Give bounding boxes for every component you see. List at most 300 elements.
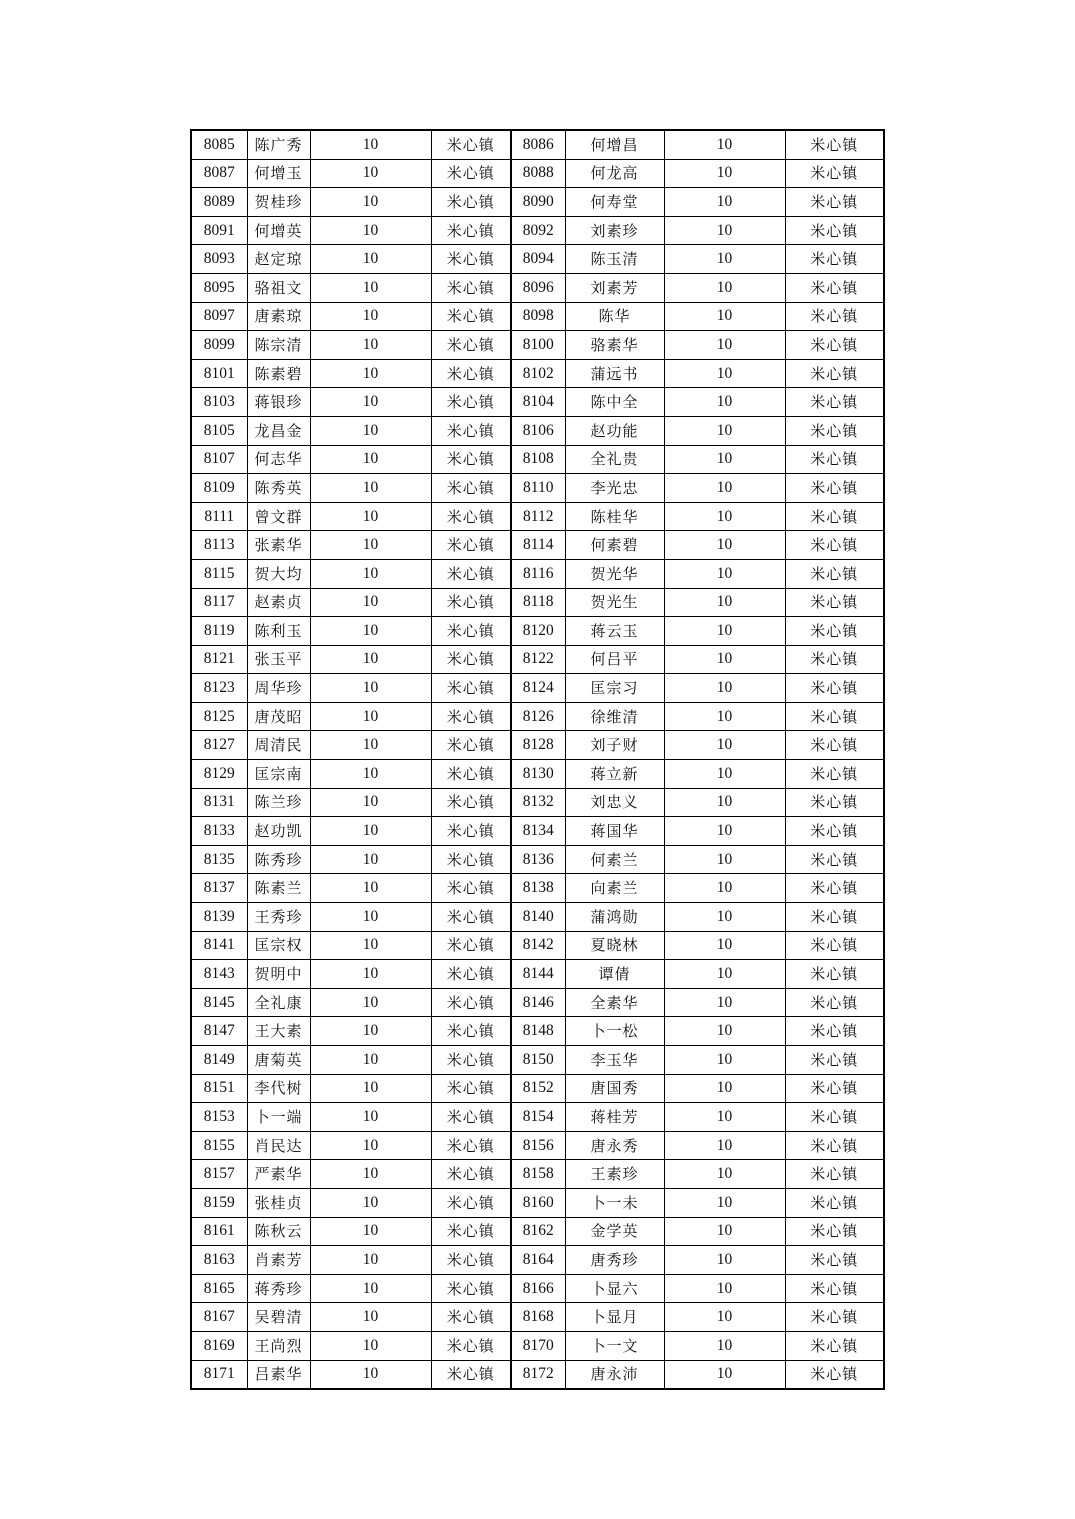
right-amount-cell: 10 bbox=[664, 359, 785, 388]
table-row bbox=[191, 588, 884, 617]
left-record-number-cell: 8125 bbox=[191, 702, 247, 731]
table-row bbox=[191, 702, 884, 731]
left-person-name-cell: 唐素琼 bbox=[247, 302, 310, 331]
left-town-name-cell: 米心镇 bbox=[431, 788, 511, 817]
right-record-number-cell: 8148 bbox=[511, 1017, 565, 1046]
left-town-name-cell: 米心镇 bbox=[431, 874, 511, 903]
right-town-name-cell: 米心镇 bbox=[785, 331, 884, 360]
right-person-name-cell: 何寿堂 bbox=[565, 188, 664, 217]
left-person-name-cell: 曾文群 bbox=[247, 502, 310, 531]
left-record-number-cell: 8123 bbox=[191, 674, 247, 703]
left-amount-cell: 10 bbox=[310, 1017, 431, 1046]
left-amount-cell: 10 bbox=[310, 988, 431, 1017]
table-row bbox=[191, 1331, 884, 1360]
table-row bbox=[191, 245, 884, 274]
table-row bbox=[191, 302, 884, 331]
right-amount-cell: 10 bbox=[664, 1331, 785, 1360]
right-amount-cell: 10 bbox=[664, 1160, 785, 1189]
right-town-name-cell: 米心镇 bbox=[785, 416, 884, 445]
right-amount-cell: 10 bbox=[664, 903, 785, 932]
right-person-name-cell: 刘忠义 bbox=[565, 788, 664, 817]
table-row bbox=[191, 559, 884, 588]
left-person-name-cell: 卜一端 bbox=[247, 1103, 310, 1132]
right-town-name-cell: 米心镇 bbox=[785, 273, 884, 302]
table-row bbox=[191, 1103, 884, 1132]
left-amount-cell: 10 bbox=[310, 1303, 431, 1332]
left-person-name-cell: 张素华 bbox=[247, 531, 310, 560]
right-person-name-cell: 蒲鸿勋 bbox=[565, 903, 664, 932]
right-person-name-cell: 陈玉清 bbox=[565, 245, 664, 274]
left-person-name-cell: 赵功凯 bbox=[247, 817, 310, 846]
left-town-name-cell: 米心镇 bbox=[431, 1017, 511, 1046]
left-record-number-cell: 8119 bbox=[191, 617, 247, 646]
left-amount-cell: 10 bbox=[310, 1046, 431, 1075]
right-person-name-cell: 骆素华 bbox=[565, 331, 664, 360]
left-record-number-cell: 8171 bbox=[191, 1360, 247, 1389]
right-town-name-cell: 米心镇 bbox=[785, 245, 884, 274]
left-person-name-cell: 陈兰珍 bbox=[247, 788, 310, 817]
right-town-name-cell: 米心镇 bbox=[785, 1274, 884, 1303]
right-town-name-cell: 米心镇 bbox=[785, 1017, 884, 1046]
right-person-name-cell: 刘素珍 bbox=[565, 216, 664, 245]
left-record-number-cell: 8103 bbox=[191, 388, 247, 417]
right-amount-cell: 10 bbox=[664, 1103, 785, 1132]
right-town-name-cell: 米心镇 bbox=[785, 1131, 884, 1160]
right-town-name-cell: 米心镇 bbox=[785, 445, 884, 474]
left-record-number-cell: 8117 bbox=[191, 588, 247, 617]
left-record-number-cell: 8161 bbox=[191, 1217, 247, 1246]
left-town-name-cell: 米心镇 bbox=[431, 130, 511, 159]
left-record-number-cell: 8151 bbox=[191, 1074, 247, 1103]
table-row bbox=[191, 845, 884, 874]
left-person-name-cell: 贺明中 bbox=[247, 960, 310, 989]
table-row bbox=[191, 1246, 884, 1275]
right-record-number-cell: 8150 bbox=[511, 1046, 565, 1075]
right-town-name-cell: 米心镇 bbox=[785, 788, 884, 817]
right-person-name-cell: 卜一文 bbox=[565, 1331, 664, 1360]
left-record-number-cell: 8145 bbox=[191, 988, 247, 1017]
right-town-name-cell: 米心镇 bbox=[785, 1074, 884, 1103]
right-town-name-cell: 米心镇 bbox=[785, 1246, 884, 1275]
left-record-number-cell: 8087 bbox=[191, 159, 247, 188]
left-town-name-cell: 米心镇 bbox=[431, 931, 511, 960]
left-town-name-cell: 米心镇 bbox=[431, 502, 511, 531]
right-record-number-cell: 8140 bbox=[511, 903, 565, 932]
right-amount-cell: 10 bbox=[664, 531, 785, 560]
table-row bbox=[191, 1074, 884, 1103]
right-amount-cell: 10 bbox=[664, 273, 785, 302]
right-person-name-cell: 唐永秀 bbox=[565, 1131, 664, 1160]
table-row bbox=[191, 531, 884, 560]
left-amount-cell: 10 bbox=[310, 273, 431, 302]
left-town-name-cell: 米心镇 bbox=[431, 845, 511, 874]
left-person-name-cell: 张桂贞 bbox=[247, 1188, 310, 1217]
left-person-name-cell: 赵定琼 bbox=[247, 245, 310, 274]
table-row bbox=[191, 1046, 884, 1075]
table-row bbox=[191, 817, 884, 846]
right-town-name-cell: 米心镇 bbox=[785, 674, 884, 703]
left-town-name-cell: 米心镇 bbox=[431, 702, 511, 731]
left-town-name-cell: 米心镇 bbox=[431, 1046, 511, 1075]
right-town-name-cell: 米心镇 bbox=[785, 159, 884, 188]
left-person-name-cell: 赵素贞 bbox=[247, 588, 310, 617]
right-record-number-cell: 8168 bbox=[511, 1303, 565, 1332]
right-amount-cell: 10 bbox=[664, 874, 785, 903]
right-record-number-cell: 8098 bbox=[511, 302, 565, 331]
left-record-number-cell: 8141 bbox=[191, 931, 247, 960]
left-person-name-cell: 何增玉 bbox=[247, 159, 310, 188]
left-amount-cell: 10 bbox=[310, 1188, 431, 1217]
right-amount-cell: 10 bbox=[664, 845, 785, 874]
left-person-name-cell: 肖素芳 bbox=[247, 1246, 310, 1275]
right-amount-cell: 10 bbox=[664, 216, 785, 245]
left-person-name-cell: 张玉平 bbox=[247, 645, 310, 674]
right-record-number-cell: 8156 bbox=[511, 1131, 565, 1160]
right-person-name-cell: 陈桂华 bbox=[565, 502, 664, 531]
left-record-number-cell: 8127 bbox=[191, 731, 247, 760]
left-town-name-cell: 米心镇 bbox=[431, 760, 511, 789]
left-person-name-cell: 李代树 bbox=[247, 1074, 310, 1103]
table-row bbox=[191, 1188, 884, 1217]
left-town-name-cell: 米心镇 bbox=[431, 388, 511, 417]
right-person-name-cell: 徐维清 bbox=[565, 702, 664, 731]
left-amount-cell: 10 bbox=[310, 302, 431, 331]
left-record-number-cell: 8163 bbox=[191, 1246, 247, 1275]
left-record-number-cell: 8099 bbox=[191, 331, 247, 360]
right-amount-cell: 10 bbox=[664, 617, 785, 646]
left-amount-cell: 10 bbox=[310, 445, 431, 474]
right-record-number-cell: 8128 bbox=[511, 731, 565, 760]
left-town-name-cell: 米心镇 bbox=[431, 445, 511, 474]
right-amount-cell: 10 bbox=[664, 645, 785, 674]
left-record-number-cell: 8089 bbox=[191, 188, 247, 217]
left-town-name-cell: 米心镇 bbox=[431, 617, 511, 646]
left-town-name-cell: 米心镇 bbox=[431, 1103, 511, 1132]
left-amount-cell: 10 bbox=[310, 1360, 431, 1389]
left-amount-cell: 10 bbox=[310, 760, 431, 789]
left-town-name-cell: 米心镇 bbox=[431, 245, 511, 274]
left-town-name-cell: 米心镇 bbox=[431, 1303, 511, 1332]
left-amount-cell: 10 bbox=[310, 331, 431, 360]
right-town-name-cell: 米心镇 bbox=[785, 988, 884, 1017]
table-row bbox=[191, 130, 884, 159]
table-row bbox=[191, 359, 884, 388]
table-row bbox=[191, 1160, 884, 1189]
left-town-name-cell: 米心镇 bbox=[431, 159, 511, 188]
right-record-number-cell: 8104 bbox=[511, 388, 565, 417]
left-record-number-cell: 8165 bbox=[191, 1274, 247, 1303]
right-town-name-cell: 米心镇 bbox=[785, 474, 884, 503]
left-person-name-cell: 唐茂昭 bbox=[247, 702, 310, 731]
right-amount-cell: 10 bbox=[664, 1274, 785, 1303]
right-person-name-cell: 唐永沛 bbox=[565, 1360, 664, 1389]
left-amount-cell: 10 bbox=[310, 788, 431, 817]
table-row bbox=[191, 216, 884, 245]
table-row bbox=[191, 788, 884, 817]
left-person-name-cell: 陈宗清 bbox=[247, 331, 310, 360]
right-person-name-cell: 蒲远书 bbox=[565, 359, 664, 388]
table-row bbox=[191, 1217, 884, 1246]
right-person-name-cell: 卜显六 bbox=[565, 1274, 664, 1303]
left-amount-cell: 10 bbox=[310, 674, 431, 703]
right-record-number-cell: 8108 bbox=[511, 445, 565, 474]
left-person-name-cell: 严素华 bbox=[247, 1160, 310, 1189]
right-town-name-cell: 米心镇 bbox=[785, 1046, 884, 1075]
left-town-name-cell: 米心镇 bbox=[431, 1331, 511, 1360]
table-row bbox=[191, 874, 884, 903]
right-amount-cell: 10 bbox=[664, 1360, 785, 1389]
right-amount-cell: 10 bbox=[664, 159, 785, 188]
left-record-number-cell: 8113 bbox=[191, 531, 247, 560]
left-amount-cell: 10 bbox=[310, 588, 431, 617]
left-town-name-cell: 米心镇 bbox=[431, 1074, 511, 1103]
left-amount-cell: 10 bbox=[310, 731, 431, 760]
right-amount-cell: 10 bbox=[664, 1046, 785, 1075]
right-amount-cell: 10 bbox=[664, 1217, 785, 1246]
table-row bbox=[191, 188, 884, 217]
left-person-name-cell: 骆祖文 bbox=[247, 273, 310, 302]
left-amount-cell: 10 bbox=[310, 359, 431, 388]
left-town-name-cell: 米心镇 bbox=[431, 331, 511, 360]
left-person-name-cell: 肖民达 bbox=[247, 1131, 310, 1160]
right-amount-cell: 10 bbox=[664, 559, 785, 588]
left-town-name-cell: 米心镇 bbox=[431, 474, 511, 503]
right-amount-cell: 10 bbox=[664, 388, 785, 417]
right-record-number-cell: 8130 bbox=[511, 760, 565, 789]
right-town-name-cell: 米心镇 bbox=[785, 960, 884, 989]
right-person-name-cell: 李光忠 bbox=[565, 474, 664, 503]
left-person-name-cell: 王尚烈 bbox=[247, 1331, 310, 1360]
right-amount-cell: 10 bbox=[664, 1131, 785, 1160]
left-record-number-cell: 8129 bbox=[191, 760, 247, 789]
left-town-name-cell: 米心镇 bbox=[431, 188, 511, 217]
right-town-name-cell: 米心镇 bbox=[785, 1360, 884, 1389]
right-person-name-cell: 陈中全 bbox=[565, 388, 664, 417]
right-record-number-cell: 8116 bbox=[511, 559, 565, 588]
left-record-number-cell: 8149 bbox=[191, 1046, 247, 1075]
right-person-name-cell: 蒋国华 bbox=[565, 817, 664, 846]
right-record-number-cell: 8134 bbox=[511, 817, 565, 846]
right-town-name-cell: 米心镇 bbox=[785, 1303, 884, 1332]
left-town-name-cell: 米心镇 bbox=[431, 817, 511, 846]
left-amount-cell: 10 bbox=[310, 216, 431, 245]
left-amount-cell: 10 bbox=[310, 416, 431, 445]
left-amount-cell: 10 bbox=[310, 645, 431, 674]
roster-table-body bbox=[191, 130, 884, 1389]
right-person-name-cell: 向素兰 bbox=[565, 874, 664, 903]
right-town-name-cell: 米心镇 bbox=[785, 359, 884, 388]
right-amount-cell: 10 bbox=[664, 702, 785, 731]
right-person-name-cell: 蒋云玉 bbox=[565, 617, 664, 646]
table-row bbox=[191, 1360, 884, 1389]
right-person-name-cell: 谭倩 bbox=[565, 960, 664, 989]
right-person-name-cell: 卜一松 bbox=[565, 1017, 664, 1046]
right-amount-cell: 10 bbox=[664, 674, 785, 703]
table-row bbox=[191, 1017, 884, 1046]
right-person-name-cell: 何吕平 bbox=[565, 645, 664, 674]
right-person-name-cell: 贺光华 bbox=[565, 559, 664, 588]
right-town-name-cell: 米心镇 bbox=[785, 559, 884, 588]
table-row bbox=[191, 760, 884, 789]
right-amount-cell: 10 bbox=[664, 416, 785, 445]
right-town-name-cell: 米心镇 bbox=[785, 1103, 884, 1132]
right-amount-cell: 10 bbox=[664, 502, 785, 531]
left-person-name-cell: 陈秀珍 bbox=[247, 845, 310, 874]
left-town-name-cell: 米心镇 bbox=[431, 588, 511, 617]
right-person-name-cell: 贺光生 bbox=[565, 588, 664, 617]
left-record-number-cell: 8109 bbox=[191, 474, 247, 503]
left-person-name-cell: 龙昌金 bbox=[247, 416, 310, 445]
left-amount-cell: 10 bbox=[310, 1246, 431, 1275]
table-row bbox=[191, 159, 884, 188]
left-person-name-cell: 陈广秀 bbox=[247, 130, 310, 159]
left-town-name-cell: 米心镇 bbox=[431, 559, 511, 588]
right-person-name-cell: 何素碧 bbox=[565, 531, 664, 560]
right-person-name-cell: 金学英 bbox=[565, 1217, 664, 1246]
left-amount-cell: 10 bbox=[310, 874, 431, 903]
left-town-name-cell: 米心镇 bbox=[431, 903, 511, 932]
left-record-number-cell: 8137 bbox=[191, 874, 247, 903]
right-record-number-cell: 8100 bbox=[511, 331, 565, 360]
right-town-name-cell: 米心镇 bbox=[785, 1160, 884, 1189]
left-amount-cell: 10 bbox=[310, 245, 431, 274]
left-amount-cell: 10 bbox=[310, 617, 431, 646]
right-person-name-cell: 刘子财 bbox=[565, 731, 664, 760]
left-person-name-cell: 何志华 bbox=[247, 445, 310, 474]
left-town-name-cell: 米心镇 bbox=[431, 302, 511, 331]
right-record-number-cell: 8090 bbox=[511, 188, 565, 217]
right-record-number-cell: 8142 bbox=[511, 931, 565, 960]
right-person-name-cell: 蒋桂芳 bbox=[565, 1103, 664, 1132]
right-town-name-cell: 米心镇 bbox=[785, 931, 884, 960]
left-town-name-cell: 米心镇 bbox=[431, 416, 511, 445]
right-person-name-cell: 卜显月 bbox=[565, 1303, 664, 1332]
right-town-name-cell: 米心镇 bbox=[785, 502, 884, 531]
left-amount-cell: 10 bbox=[310, 1217, 431, 1246]
left-amount-cell: 10 bbox=[310, 960, 431, 989]
right-person-name-cell: 蒋立新 bbox=[565, 760, 664, 789]
right-record-number-cell: 8112 bbox=[511, 502, 565, 531]
left-person-name-cell: 唐菊英 bbox=[247, 1046, 310, 1075]
right-amount-cell: 10 bbox=[664, 302, 785, 331]
left-amount-cell: 10 bbox=[310, 903, 431, 932]
left-person-name-cell: 周清民 bbox=[247, 731, 310, 760]
table-row bbox=[191, 988, 884, 1017]
left-amount-cell: 10 bbox=[310, 1331, 431, 1360]
right-person-name-cell: 夏晓林 bbox=[565, 931, 664, 960]
right-record-number-cell: 8086 bbox=[511, 130, 565, 159]
right-record-number-cell: 8172 bbox=[511, 1360, 565, 1389]
left-record-number-cell: 8101 bbox=[191, 359, 247, 388]
right-person-name-cell: 何龙高 bbox=[565, 159, 664, 188]
right-person-name-cell: 陈华 bbox=[565, 302, 664, 331]
left-record-number-cell: 8157 bbox=[191, 1160, 247, 1189]
left-person-name-cell: 何增英 bbox=[247, 216, 310, 245]
left-record-number-cell: 8097 bbox=[191, 302, 247, 331]
right-town-name-cell: 米心镇 bbox=[785, 188, 884, 217]
right-town-name-cell: 米心镇 bbox=[785, 388, 884, 417]
right-town-name-cell: 米心镇 bbox=[785, 588, 884, 617]
left-person-name-cell: 陈素碧 bbox=[247, 359, 310, 388]
left-town-name-cell: 米心镇 bbox=[431, 1160, 511, 1189]
table-row bbox=[191, 1303, 884, 1332]
left-person-name-cell: 全礼康 bbox=[247, 988, 310, 1017]
right-town-name-cell: 米心镇 bbox=[785, 130, 884, 159]
right-record-number-cell: 8096 bbox=[511, 273, 565, 302]
table-row bbox=[191, 502, 884, 531]
table-row bbox=[191, 617, 884, 646]
left-town-name-cell: 米心镇 bbox=[431, 1274, 511, 1303]
left-amount-cell: 10 bbox=[310, 188, 431, 217]
right-amount-cell: 10 bbox=[664, 1303, 785, 1332]
right-record-number-cell: 8154 bbox=[511, 1103, 565, 1132]
left-town-name-cell: 米心镇 bbox=[431, 1246, 511, 1275]
table-row bbox=[191, 1131, 884, 1160]
left-record-number-cell: 8147 bbox=[191, 1017, 247, 1046]
roster-table bbox=[190, 129, 885, 1390]
table-row bbox=[191, 931, 884, 960]
left-person-name-cell: 陈秀英 bbox=[247, 474, 310, 503]
right-town-name-cell: 米心镇 bbox=[785, 760, 884, 789]
right-record-number-cell: 8160 bbox=[511, 1188, 565, 1217]
left-town-name-cell: 米心镇 bbox=[431, 216, 511, 245]
left-person-name-cell: 匡宗南 bbox=[247, 760, 310, 789]
left-person-name-cell: 吕素华 bbox=[247, 1360, 310, 1389]
right-amount-cell: 10 bbox=[664, 1074, 785, 1103]
right-amount-cell: 10 bbox=[664, 931, 785, 960]
right-person-name-cell: 卜一未 bbox=[565, 1188, 664, 1217]
left-person-name-cell: 陈利玉 bbox=[247, 617, 310, 646]
table-row bbox=[191, 331, 884, 360]
left-town-name-cell: 米心镇 bbox=[431, 1217, 511, 1246]
right-record-number-cell: 8132 bbox=[511, 788, 565, 817]
left-person-name-cell: 吴碧清 bbox=[247, 1303, 310, 1332]
right-record-number-cell: 8114 bbox=[511, 531, 565, 560]
left-record-number-cell: 8111 bbox=[191, 502, 247, 531]
right-record-number-cell: 8158 bbox=[511, 1160, 565, 1189]
right-person-name-cell: 刘素芳 bbox=[565, 273, 664, 302]
right-amount-cell: 10 bbox=[664, 988, 785, 1017]
right-amount-cell: 10 bbox=[664, 188, 785, 217]
left-town-name-cell: 米心镇 bbox=[431, 1360, 511, 1389]
right-person-name-cell: 赵功能 bbox=[565, 416, 664, 445]
left-town-name-cell: 米心镇 bbox=[431, 1131, 511, 1160]
right-record-number-cell: 8102 bbox=[511, 359, 565, 388]
right-amount-cell: 10 bbox=[664, 760, 785, 789]
right-town-name-cell: 米心镇 bbox=[785, 216, 884, 245]
left-amount-cell: 10 bbox=[310, 531, 431, 560]
right-record-number-cell: 8120 bbox=[511, 617, 565, 646]
table-row bbox=[191, 388, 884, 417]
left-record-number-cell: 8121 bbox=[191, 645, 247, 674]
left-town-name-cell: 米心镇 bbox=[431, 674, 511, 703]
right-record-number-cell: 8088 bbox=[511, 159, 565, 188]
right-record-number-cell: 8124 bbox=[511, 674, 565, 703]
right-record-number-cell: 8152 bbox=[511, 1074, 565, 1103]
left-record-number-cell: 8093 bbox=[191, 245, 247, 274]
left-record-number-cell: 8115 bbox=[191, 559, 247, 588]
right-amount-cell: 10 bbox=[664, 474, 785, 503]
left-town-name-cell: 米心镇 bbox=[431, 645, 511, 674]
left-record-number-cell: 8155 bbox=[191, 1131, 247, 1160]
right-amount-cell: 10 bbox=[664, 817, 785, 846]
left-person-name-cell: 匡宗权 bbox=[247, 931, 310, 960]
right-person-name-cell: 全素华 bbox=[565, 988, 664, 1017]
right-record-number-cell: 8136 bbox=[511, 845, 565, 874]
left-person-name-cell: 陈素兰 bbox=[247, 874, 310, 903]
right-amount-cell: 10 bbox=[664, 445, 785, 474]
left-record-number-cell: 8143 bbox=[191, 960, 247, 989]
